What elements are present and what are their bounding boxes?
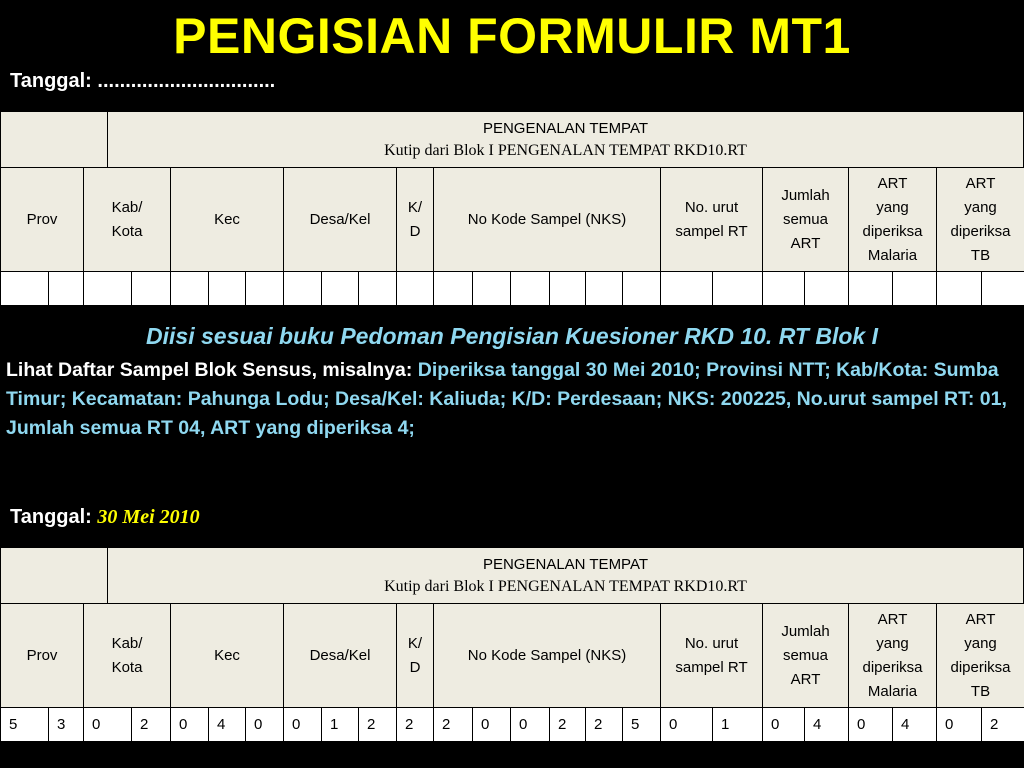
digit-box — [936, 271, 982, 306]
column-header — [170, 603, 284, 708]
column-header — [936, 603, 1024, 708]
column-header-label: Jumlah semua ART — [781, 622, 830, 688]
page-title: PENGISIAN FORMULIR MT1 — [173, 8, 851, 64]
digit-box — [321, 271, 359, 306]
digit-box — [804, 271, 849, 306]
digit-box — [433, 271, 473, 306]
column-header — [936, 167, 1024, 272]
column-header-label: K/ D — [407, 634, 423, 676]
digit-box — [358, 271, 397, 306]
digit-box: 1 — [321, 707, 359, 742]
digit-box — [0, 271, 49, 306]
header-blank-cell — [0, 111, 108, 168]
digit-box — [981, 271, 1024, 306]
instruction-intro: Lihat Daftar Sampel Blok Sensus, misalnya: — [6, 359, 418, 381]
digit-box — [170, 271, 209, 306]
column-header — [396, 603, 434, 708]
digit-box — [396, 271, 434, 306]
tanggal-value: 30 Mei 2010 — [97, 506, 200, 528]
column-header-label: Desa/Kel — [309, 210, 371, 228]
instruction-title: Diisi sesuai buku Pedoman Pengisian Kuesioner RKD 10. RT Blok I — [146, 323, 878, 349]
digit-box — [549, 271, 586, 306]
digit-box: 2 — [396, 707, 434, 742]
column-header — [83, 603, 171, 708]
digit-box — [660, 271, 713, 306]
digit-box: 2 — [131, 707, 171, 742]
digit-box: 0 — [660, 707, 713, 742]
digit-box — [848, 271, 893, 306]
form-header-subtitle: Kutip dari Blok I PENGENALAN TEMPAT RKD10.RT — [384, 577, 747, 595]
form-header-title: PENGENALAN TEMPAT — [482, 555, 649, 573]
digit-box — [283, 271, 322, 306]
digit-box — [208, 271, 246, 306]
digit-box: 0 — [762, 707, 805, 742]
digit-box: 5 — [0, 707, 49, 742]
form-table-empty — [0, 111, 1024, 306]
digit-box: 2 — [549, 707, 586, 742]
digit-box — [245, 271, 284, 306]
digit-box: 2 — [358, 707, 397, 742]
column-header — [83, 167, 171, 272]
digit-box — [472, 271, 511, 306]
digit-box: 0 — [510, 707, 550, 742]
form-header-title: PENGENALAN TEMPAT — [482, 119, 649, 137]
column-header — [762, 167, 849, 272]
column-header-label: No. urut sampel RT — [675, 198, 748, 240]
digit-box: 3 — [48, 707, 84, 742]
column-header — [762, 603, 849, 708]
digit-box: 0 — [170, 707, 209, 742]
tanggal-label-top — [10, 70, 275, 93]
instruction-example: Diperiksa tanggal 30 Mei 2010; Provinsi NTT; Kab/Kota: Sumba Timur; Kecamatan: Pahunga Lodu; Desa/Kel: Kaliuda; K/D: Perdesaan; NKS: 200225, No.urut sampel RT: 01, Jumlah semua RT 04, ART yang diperiksa 4; — [6, 359, 1007, 439]
digit-box — [48, 271, 84, 306]
digit-box — [585, 271, 623, 306]
column-header-label: Kec — [214, 210, 240, 228]
digit-box: 2 — [433, 707, 473, 742]
column-header-label: No Kode Sampel (NKS) — [467, 646, 627, 664]
column-header-label: ART yang diperiksa Malaria — [862, 174, 923, 264]
digit-box: 0 — [936, 707, 982, 742]
column-header-label: ART yang diperiksa Malaria — [862, 610, 923, 700]
digit-box: 0 — [283, 707, 322, 742]
digit-box: 0 — [83, 707, 132, 742]
column-header — [396, 167, 434, 272]
form-table-filled — [0, 547, 1024, 742]
digit-box — [131, 271, 171, 306]
digit-box — [712, 271, 763, 306]
column-header-label: K/ D — [407, 198, 423, 240]
column-header — [283, 603, 397, 708]
header-blank-cell — [0, 547, 108, 604]
digit-box: 4 — [892, 707, 937, 742]
form-header-cell — [107, 111, 1024, 168]
digit-box: 4 — [208, 707, 246, 742]
column-header-label: Kab/ Kota — [111, 198, 143, 240]
form-header-subtitle: Kutip dari Blok I PENGENALAN TEMPAT RKD10.RT — [384, 141, 747, 159]
digit-box — [622, 271, 661, 306]
digit-box: 1 — [712, 707, 763, 742]
digit-box: 0 — [245, 707, 284, 742]
column-header-label: Prov — [26, 646, 58, 664]
tanggal-blank: ................................ — [97, 70, 276, 92]
digit-box — [510, 271, 550, 306]
column-header-label: No Kode Sampel (NKS) — [467, 210, 627, 228]
column-header-label: No. urut sampel RT — [675, 634, 748, 676]
column-header — [848, 167, 937, 272]
digit-box — [762, 271, 805, 306]
column-header-label: ART yang diperiksa TB — [950, 174, 1011, 264]
column-header — [170, 167, 284, 272]
instruction-body — [6, 356, 1022, 443]
form-header-cell — [107, 547, 1024, 604]
digit-box: 5 — [622, 707, 661, 742]
column-header — [848, 603, 937, 708]
column-header — [433, 167, 661, 272]
digit-box — [892, 271, 937, 306]
tanggal-label-bottom — [10, 506, 200, 529]
digit-box: 0 — [848, 707, 893, 742]
digit-box: 2 — [585, 707, 623, 742]
tanggal-label: Tanggal: — [10, 506, 92, 528]
column-header-label: Jumlah semua ART — [781, 186, 830, 252]
column-header-label: Prov — [26, 210, 58, 228]
column-header-label: Kab/ Kota — [111, 634, 143, 676]
column-header — [660, 167, 763, 272]
digit-box: 2 — [981, 707, 1024, 742]
column-header — [0, 167, 84, 272]
tanggal-label: Tanggal: — [10, 70, 92, 92]
column-header — [433, 603, 661, 708]
digit-box: 0 — [472, 707, 511, 742]
column-header — [283, 167, 397, 272]
digit-box: 4 — [804, 707, 849, 742]
column-header — [0, 603, 84, 708]
column-header-label: ART yang diperiksa TB — [950, 610, 1011, 700]
digit-box — [83, 271, 132, 306]
column-header-label: Desa/Kel — [309, 646, 371, 664]
column-header — [660, 603, 763, 708]
column-header-label: Kec — [214, 646, 240, 664]
